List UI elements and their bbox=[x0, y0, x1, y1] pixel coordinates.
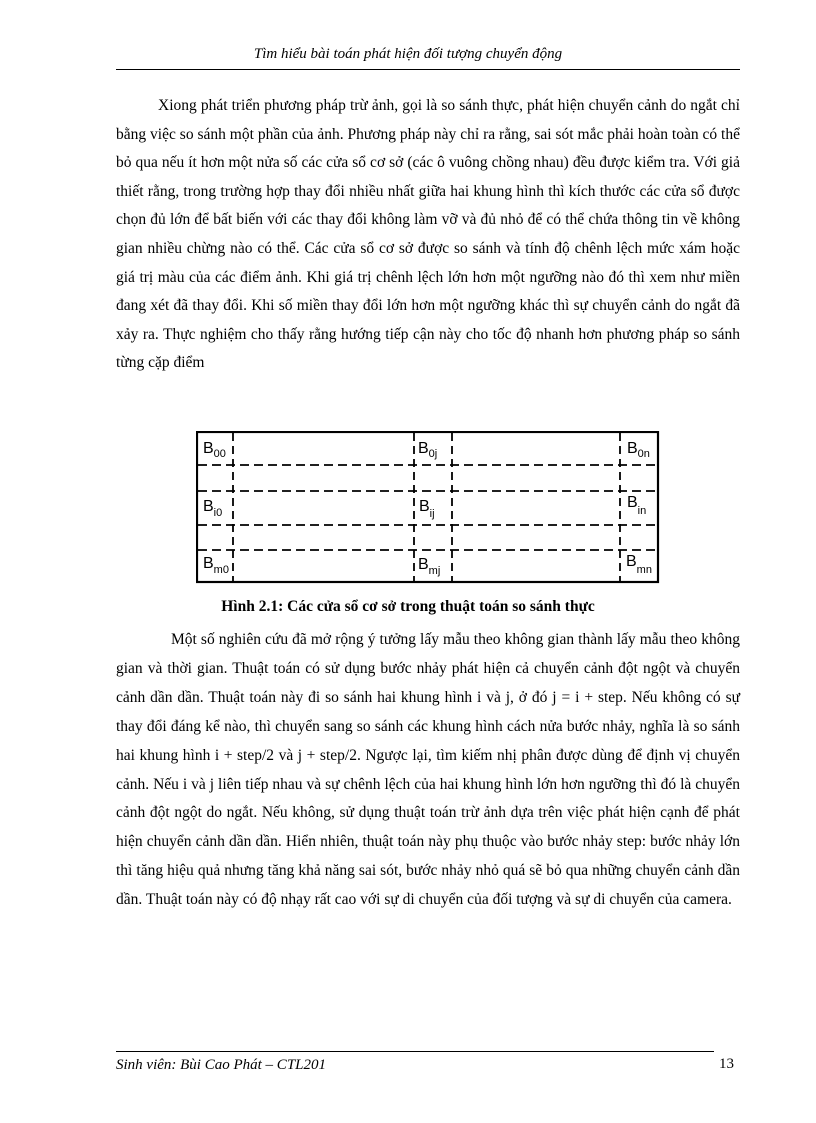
cell-label-bi0: $B_{i0}$ bbox=[203, 498, 223, 519]
cell-label-bij: $B_{ij}$ bbox=[419, 498, 435, 520]
paragraph-1: Xiong phát triển phương pháp trừ ảnh, gọi là so sánh thực, phát hiện chuyển cảnh do ngắt chỉ bằng việc so sánh một phần của ảnh. Phương pháp này chỉ ra rằng, sai sót mắc phải hoàn toàn có thể bỏ qua nếu ít hơn một nửa số các cửa sổ cơ sở (các ô vuông chồng nhau) đều được kiểm tra. Với giả thiết rằng, trong trường hợp thay đổi nhiều nhất giữa hai khung hình thì kích thước các cửa sổ được chọn đủ lớn để bất biến với các thay đổi không làm vỡ và đủ nhỏ để có thể chứa thông tin về không gian nhiều chừng nào có thể. Các cửa sổ cơ sở được so sánh và tính độ chênh lệch mức xám hoặc giá trị màu của các điểm ảnh. Khi giá trị chênh lệch lớn hơn một ngưỡng nào đó thì xem như miền đang xét đã thay đổi. Khi số miền thay đổi lớn hơn một ngưỡng khác thì sự chuyển cảnh do ngắt đã xảy ra. Thực nghiệm cho thấy rằng hướng tiếp cận này cho tốc độ nhanh hơn phương pháp so sánh từng cặp điểm bbox=[116, 97, 740, 372]
cell-label-bm0: $B_{m0}$ bbox=[203, 555, 229, 576]
figure-caption: Hình 2.1: Các cửa sổ cơ sở trong thuật toán so sánh thực bbox=[221, 598, 595, 615]
cell-label-b0n: $B_{0n}$ bbox=[627, 440, 650, 460]
cell-label-bin: $B_{in}$ bbox=[627, 494, 647, 517]
base-window-grid-figure bbox=[196, 431, 660, 585]
header-divider bbox=[116, 69, 740, 70]
cell-label-b00: $B_{00}$ bbox=[203, 440, 226, 460]
page-number: 13 bbox=[719, 1056, 734, 1072]
cell-label-b0j: $B_{0j}$ bbox=[418, 440, 438, 460]
footer-divider bbox=[116, 1051, 714, 1052]
cell-label-bmn: $B_{mn}$ bbox=[626, 553, 652, 576]
footer-student: Sinh viên: Bùi Cao Phát – CTL201 bbox=[116, 1057, 326, 1073]
page-header-title: Tìm hiểu bài toán phát hiện đối tượng chuyển động bbox=[253, 46, 563, 62]
cell-label-bmj: $B_{mj}$ bbox=[418, 556, 441, 577]
paragraph-2: Một số nghiên cứu đã mở rộng ý tưởng lấy mẫu theo không gian thành lấy mẫu theo không gian và thời gian. Thuật toán có sử dụng bước nhảy phát hiện cả chuyển cảnh đột ngột và chuyển cảnh dần dần. Thuật toán này đi so sánh hai khung hình i và j, ở đó j = i + step. Nếu không có sự thay đổi đáng kể nào, thì chuyển sang so sánh các khung hình cách nửa bước nhảy, nghĩa là so sánh hai khung hình i + step/2 và j + step/2. Ngược lại, tìm kiếm nhị phân được dùng để định vị chuyển cảnh. Nếu i và j liên tiếp nhau và sự chênh lệch của hai khung hình lớn hơn ngưỡng thì đó là chuyển cảnh đột ngột do ngắt. Nếu không, sử dụng thuật toán trừ ảnh dựa trên việc phát hiện cạnh để phát hiện chuyển cảnh dần dần. Hiển nhiên, thuật toán này phụ thuộc vào bước nhảy step: bước nhảy lớn thì tăng hiệu quả nhưng tăng khả năng sai sót, bước nhảy nhỏ quá sẽ bỏ qua những chuyển cảnh dần dần. Thuật toán này có độ nhạy rất cao với sự di chuyển của đối tượng và sự di chuyển của camera. bbox=[116, 631, 740, 909]
